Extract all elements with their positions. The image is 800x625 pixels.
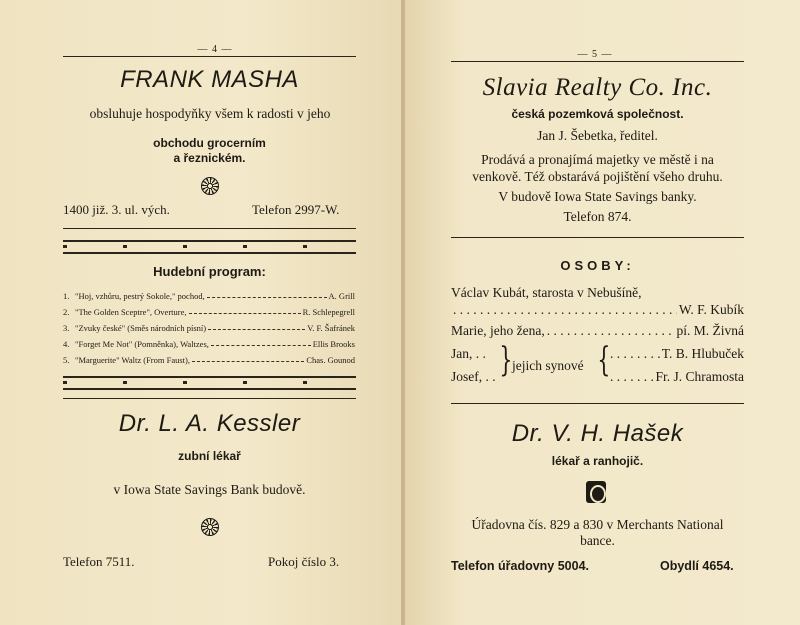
hasek-title: Dr. V. H. Hašek [511,420,684,447]
frank-phone: Telefon 2997-W. [252,202,340,217]
ornament-band-bottom [63,376,356,390]
slavia-line1: Prodává a pronajímá majetky ve městě i na [481,152,714,167]
program-num: 5. [63,355,70,365]
program-row [63,355,355,365]
cast-actor-3: T. B. Hlubuček [661,346,744,361]
cast-actor-4: Fr. J. Chramosta [655,369,744,384]
cast-row-2 [451,323,744,339]
flower-ornament-icon [201,177,219,195]
program-rule [63,398,356,399]
book-gutter [401,0,405,625]
kessler-phone: Telefon 7511. [63,554,135,569]
program-row [63,339,355,349]
program-num: 2. [63,307,70,317]
hasek-line2: bance. [580,533,615,548]
page-number-left: — 4 — [197,44,233,55]
cast-son-1: Jan, . . [451,346,486,361]
top-rule-left [63,56,356,57]
program-num: 3. [63,323,70,333]
program-composer: R. Schlepegrell [302,307,355,317]
program-title: "Zvuky české" (Směs národních písní) [75,323,207,333]
program-composer: V. F. Šafránek [307,323,355,333]
slavia-director: Jan J. Šebetka, ředitel. [537,128,658,143]
program-num: 1. [63,291,70,301]
osoby-rule [451,403,744,404]
hasek-line1: Úřadovna čís. 829 a 830 v Merchants National [471,517,724,532]
kessler-profession: zubní lékař [178,449,241,463]
frank-masha-title: FRANK MASHA [120,66,299,93]
cast-row-1 [451,302,744,318]
program-title: "The Golden Sceptre", Overture, [75,307,187,317]
cast-actor-1: W. F. Kubík [678,302,744,317]
cast-role-2: Marie, jeho žena, [451,323,545,338]
program-composer: Ellis Brooks [312,339,355,349]
frank-line1: obsluhuje hospodyňky všem k radosti v jeho [89,106,331,121]
brace-left-icon: } [499,340,513,380]
cast-row-3 [608,346,744,362]
frank-address: 1400 již. 3. ul. vých. [63,202,170,217]
hasek-phone: Telefon úřadovny 5004. [451,559,590,573]
frank-line3: a řeznickém. [173,151,246,165]
frank-rule [63,228,356,229]
program-title: "Hoj, vzhůru, pestrý Sokole," pochod, [75,291,205,301]
program-title: "Marguerite" Waltz (From Faust), [75,355,191,365]
hasek-profession: lékař a ranhojič. [551,454,644,468]
cast-role-1: Václav Kubát, starosta v Nebušíně, [451,285,642,300]
program-row [63,307,355,317]
frank-line2: obchodu grocerním [153,136,266,150]
kessler-room: Pokoj číslo 3. [268,554,340,569]
slavia-title: Slavia Realty Co. Inc. [482,74,713,101]
slavia-subtitle: česká pozemková společnost. [511,107,684,121]
program-title: "Forget Me Not" (Pomněnka), Waltzes, [75,339,209,349]
kessler-title: Dr. L. A. Kessler [118,410,301,437]
program-composer: A. Grill [328,291,355,301]
cast-sons-label: jejich synové [512,358,584,373]
slavia-rule [451,237,744,238]
flower-ornament-icon [201,518,219,536]
program-row [63,323,355,333]
program-row [63,291,355,301]
cast-son-2: Josef, . . [451,369,496,384]
program-num: 4. [63,339,70,349]
top-rule-right [451,61,744,62]
slavia-line2: venkově. Též obstarává pojištění všeho druhu. [472,169,723,184]
slavia-phone: Telefon 874. [563,209,632,224]
ornament-band-top [63,240,356,254]
cast-actor-2: pí. M. Živná [676,323,744,338]
kessler-location: v Iowa State Savings Bank budově. [113,482,306,497]
brace-right-icon: { [597,340,611,380]
cast-row-4 [608,369,744,385]
hasek-home: Obydlí 4654. [660,559,734,573]
osoby-heading: OSOBY: [560,258,635,273]
program-composer: Chas. Gounod [306,355,355,365]
program-heading: Hudební program: [153,264,266,279]
slavia-line3: V budově Iowa State Savings banky. [498,189,697,204]
ornamental-emblem-icon [586,481,606,503]
page-number-right: — 5 — [577,49,613,60]
